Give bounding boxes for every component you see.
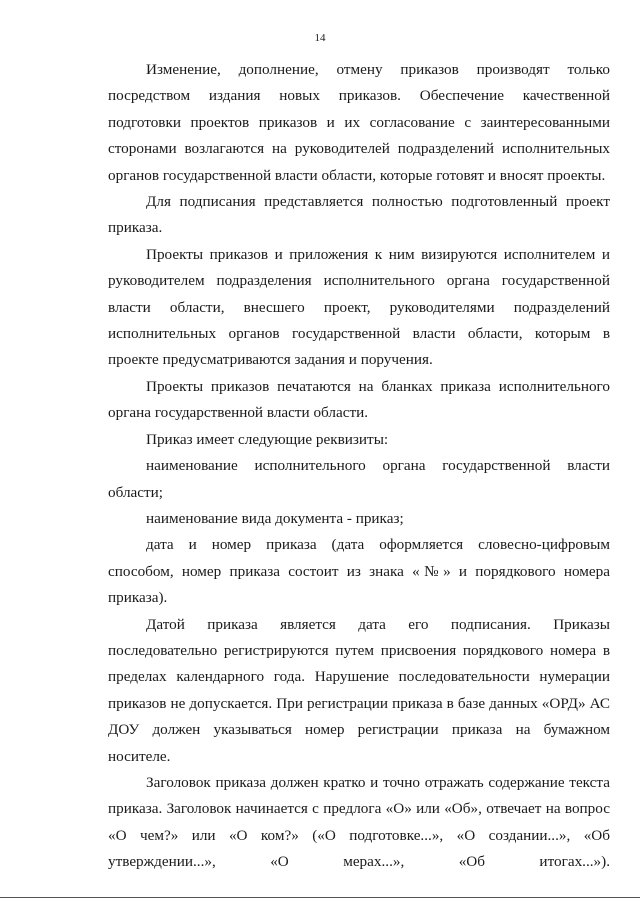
paragraph-signing: Для подписания представляется полностью подготовленный проект приказа. bbox=[108, 193, 610, 237]
paragraph-requisites-intro: Приказ имеет следующие реквизиты: bbox=[146, 430, 389, 448]
paragraph-registration: Датой приказа является дата его подписания. Приказы последовательно регистрируются путем присвоения порядкового номера в пределах календарного года. Нарушение последовательности нумерации приказов не допускается. При регистрации приказа в базе данных «ОРД» АС ДОУ должен указываться номер регистрации приказа на бумажном носителе. bbox=[108, 615, 610, 765]
paragraph-amendments: Изменение, дополнение, отмену приказов производят только посредством издания новых приказов. Обеспечение качественной подготовки проектов приказов и их согласование с заинтересованными сторонами возлагаются на руководителей подразделений исполнительных органов государственной власти области, которые готовят и вносят проекты. bbox=[108, 61, 610, 184]
paragraph-letterhead: Проекты приказов печатаются на бланках приказа исполнительного органа государственной власти области. bbox=[108, 377, 610, 422]
paragraph-endorsement: Проекты приказов и приложения к ним визируются исполнителем и руководителем подразделения исполнительного органа государственной власти области, внесшего проект, руководителями подразделений исполнительных органов государственной власти области, которым в проекте предусматриваются задания и поручения. bbox=[108, 245, 610, 369]
requisite-document-type: наименование вида документа - приказ; bbox=[146, 509, 404, 527]
bottom-edge-line bbox=[0, 897, 640, 898]
paragraph-heading-rules: Заголовок приказа должен кратко и точно отражать содержание текста приказа. Заголовок начинается с предлога «О» или «Об», отвечает на вопрос «О чем?» или «О ком?» («О подготовке...», «О создании...», «Об утверждении...», «О мерах...», «Об итогах...»). bbox=[108, 773, 610, 871]
page-number: 14 bbox=[314, 32, 326, 44]
requisite-body-name: наименование исполнительного органа государственной власти области; bbox=[108, 457, 610, 501]
requisite-date-number: дата и номер приказа (дата оформляется словесно-цифровым способом, номер приказа состоит из знака «№» и порядкового номера приказа). bbox=[108, 536, 610, 607]
document-body bbox=[108, 57, 610, 876]
